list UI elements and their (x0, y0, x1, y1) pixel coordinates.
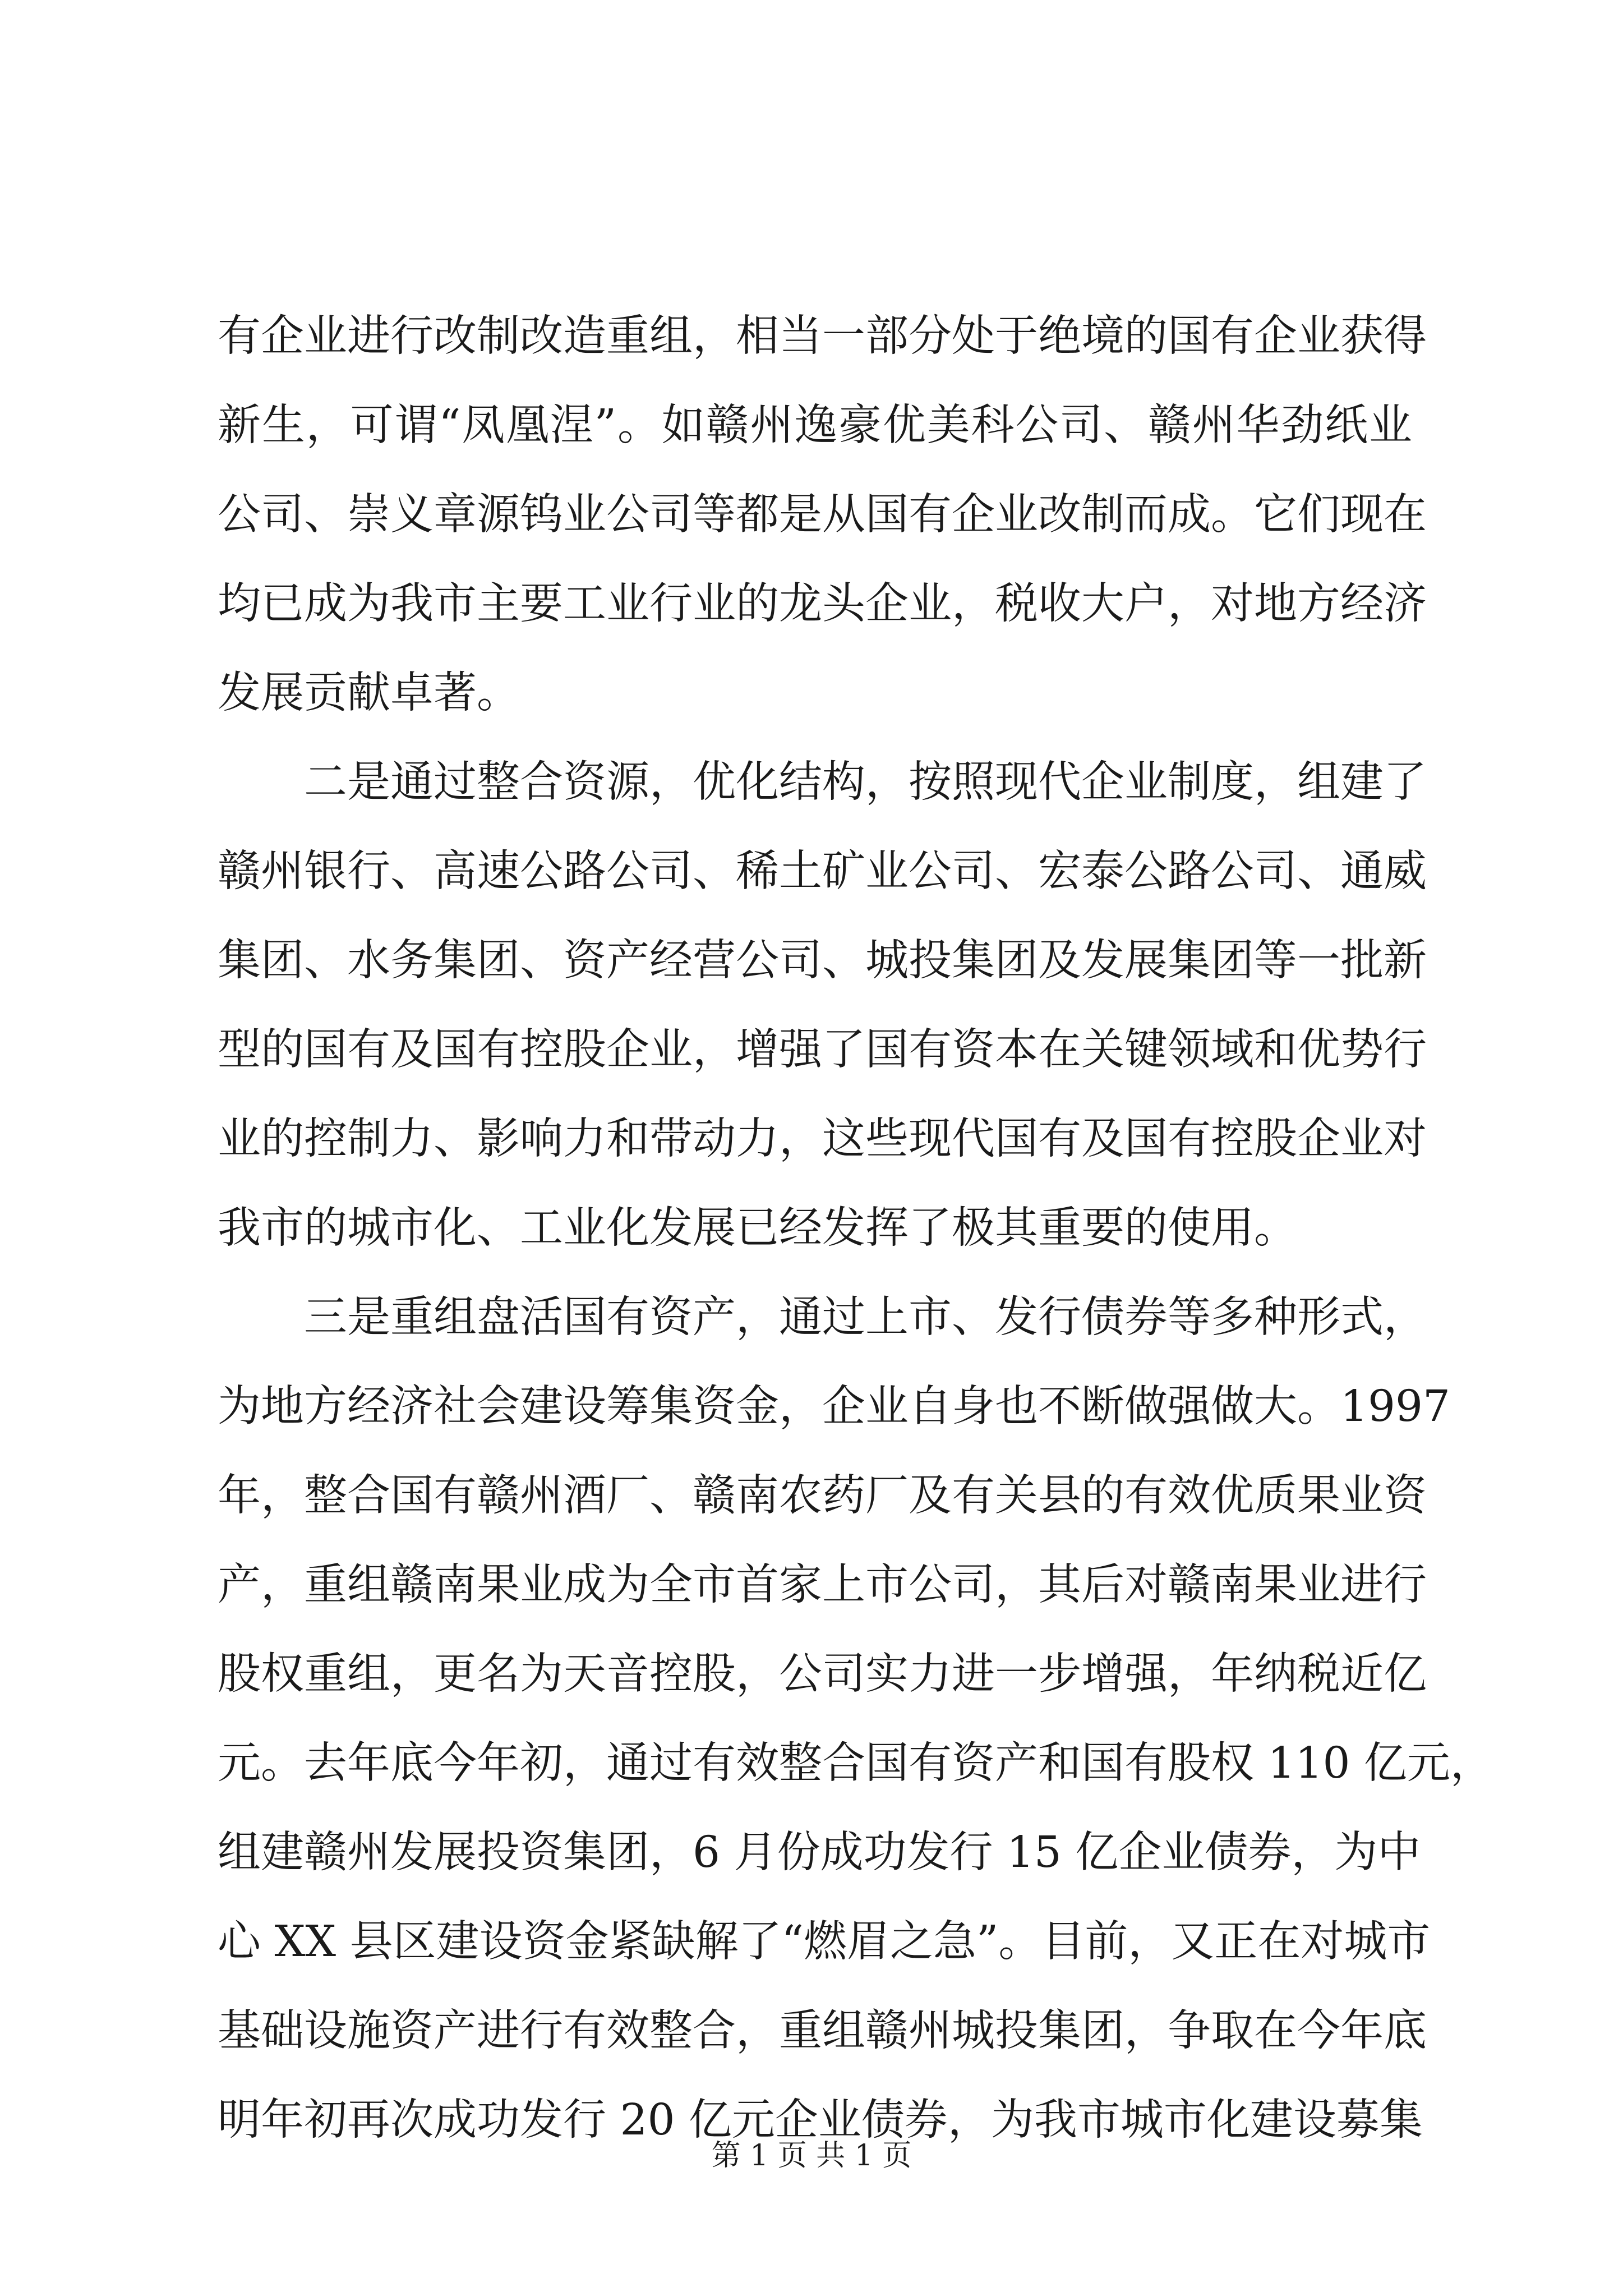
page-footer (0, 2132, 1623, 2174)
text-line: 心 XX 县区建设资金紧缺解了“燃眉之急”。目前，又正在对城市 (218, 1917, 1431, 1967)
text-line: 三是重组盘活国有资产，通过上市、发行债券等多种形式， (218, 1292, 1427, 1342)
text-line: 组建赣州发展投资集团，6 月份成功发行 15 亿企业债券，为中 (218, 1828, 1421, 1878)
text-line: 明年初再次成功发行 20 亿元企业债券，为我市城市化建设募集 (218, 2095, 1423, 2145)
text-line: 新生，可谓“凤凰涅”。如赣州逸豪优美科公司、赣州华劲纸业 (218, 401, 1412, 450)
text-line: 为地方经济社会建设筹集资金，企业自身也不断做强做大。1997 (218, 1382, 1450, 1432)
text-line: 赣州银行、高速公路公司、稀土矿业公司、宏泰公路公司、通威 (218, 846, 1427, 896)
text-line: 集团、水务集团、资产经营公司、城投集团及发展集团等一批新 (218, 936, 1427, 986)
text-line: 有企业进行改制改造重组，相当一部分处于绝境的国有企业获得 (218, 311, 1427, 361)
text-line: 产，重组赣南果业成为全市首家上市公司，其后对赣南果业进行 (218, 1560, 1427, 1610)
text-line: 元。去年底今年初，通过有效整合国有资产和国有股权 110 亿元， (218, 1738, 1493, 1788)
text-line: 发展贡献卓著。 (218, 668, 520, 718)
text-line: 公司、崇义章源钨业公司等都是从国有企业改制而成。它们现在 (218, 490, 1427, 540)
text-line: 二是通过整合资源，优化结构，按照现代企业制度，组建了 (218, 757, 1427, 807)
text-line: 基础设施资产进行有效整合，重组赣州城投集团，争取在今年底 (218, 2006, 1427, 2056)
text-line: 年，整合国有赣州酒厂、赣南农药厂及有关县的有效优质果业资 (218, 1471, 1427, 1521)
text-line: 型的国有及国有控股企业，增强了国有资本在关键领域和优势行 (218, 1025, 1427, 1075)
text-line: 业的控制力、影响力和带动力，这些现代国有及国有控股企业对 (218, 1114, 1427, 1164)
text-line: 我市的城市化、工业化发展已经发挥了极其重要的使用。 (218, 1203, 1297, 1253)
page-number-label: 第 1 页 共 1 页 (711, 2139, 912, 2173)
body-text (218, 292, 1493, 2165)
text-line: 均已成为我市主要工业行业的龙头企业，税收大户，对地方经济 (218, 579, 1427, 629)
text-line: 股权重组，更名为天音控股，公司实力进一步增强，年纳税近亿 (218, 1649, 1427, 1699)
